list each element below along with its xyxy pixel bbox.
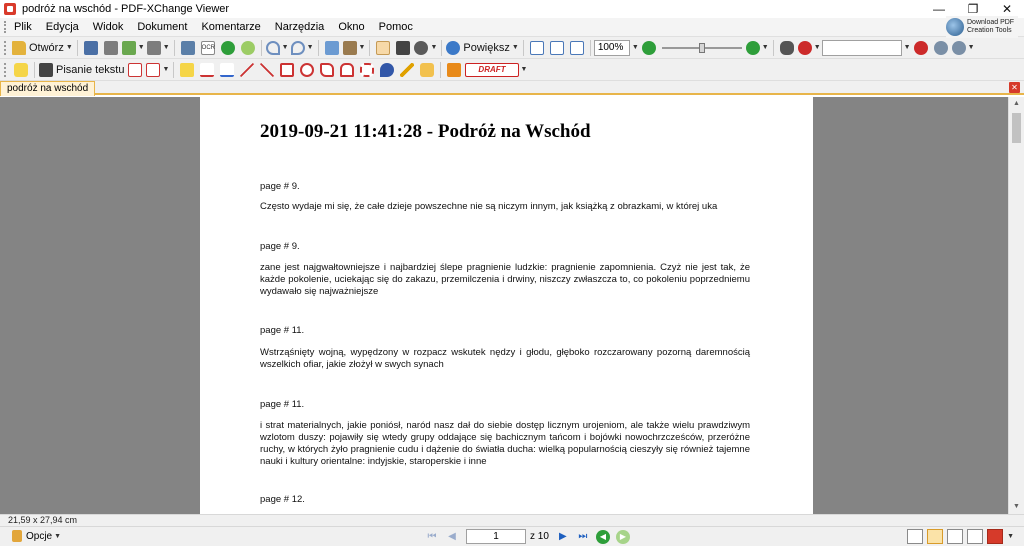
chevron-down-icon: ▼ [967, 44, 975, 51]
status-bar [0, 514, 1024, 526]
undo-button[interactable] [266, 39, 289, 57]
email-button[interactable] [147, 39, 170, 57]
cloud-icon [360, 63, 374, 77]
search-input[interactable] [822, 40, 902, 56]
textbox-button[interactable] [126, 61, 144, 79]
chevron-down-icon: ▼ [162, 66, 170, 73]
main-toolbar [0, 37, 1024, 59]
paragraph: page # 9. [260, 181, 300, 192]
fit-page-button[interactable] [548, 39, 566, 57]
chevron-down-icon: ▼ [162, 44, 170, 51]
zoom-slider-thumb[interactable] [699, 43, 705, 53]
chevron-down-icon: ▼ [65, 44, 73, 51]
export-icon [122, 41, 136, 55]
scan-icon [181, 41, 195, 55]
close-tab-button[interactable]: ✕ [1009, 82, 1020, 93]
save-button[interactable] [82, 39, 100, 57]
highlight-icon [180, 63, 194, 77]
download-creation-tools-button[interactable] [946, 16, 1018, 38]
zoom-in-icon [746, 41, 760, 55]
arrow-icon [240, 63, 254, 77]
paragraph: page # 9. [260, 241, 300, 252]
pin-icon [380, 63, 394, 77]
toolbar-grip[interactable] [4, 63, 8, 77]
page-navigation [422, 529, 633, 544]
hand-icon [376, 41, 390, 55]
menu-edit[interactable]: Edycja [45, 20, 79, 33]
chevron-down-icon: ▼ [520, 66, 528, 73]
typewriter-icon [39, 63, 53, 77]
polyline-button[interactable] [318, 61, 336, 79]
vertical-scrollbar[interactable] [1008, 97, 1024, 514]
previous-page-icon[interactable]: ◀ [448, 531, 456, 542]
print-icon [104, 41, 118, 55]
chevron-down-icon: ▼ [137, 44, 145, 51]
sticky-note-icon [14, 63, 28, 77]
promo-line-1: Download PDF [967, 19, 1015, 26]
facing-view-icon[interactable] [947, 529, 963, 544]
menu-help[interactable]: Pomoc [378, 20, 413, 33]
document-title: 2019-09-21 11:41:28 - Podróż na Wschód [260, 121, 591, 142]
folder-open-icon [12, 41, 26, 55]
rectangle-icon [280, 63, 294, 77]
paste-button[interactable] [343, 39, 366, 57]
print-button[interactable] [102, 39, 120, 57]
paragraph: page # 11. [260, 399, 305, 410]
paragraph: page # 12. [260, 494, 305, 505]
search-web-button[interactable] [798, 39, 821, 57]
arrow-left-icon [221, 41, 235, 55]
chevron-down-icon: ▼ [761, 44, 769, 51]
ellipse-button[interactable] [298, 61, 316, 79]
polygon-button[interactable] [338, 61, 356, 79]
zoom-dropdown-icon[interactable]: ▼ [631, 44, 639, 51]
ocr-icon: OCR [201, 41, 215, 55]
first-page-icon[interactable]: ⏮ [427, 531, 437, 542]
open-button[interactable] [12, 39, 73, 57]
pdf-icon[interactable] [987, 529, 1003, 544]
paste-icon [343, 41, 357, 55]
fit-width-button[interactable] [568, 39, 586, 57]
polyline-icon [320, 63, 334, 77]
zoom-out-button[interactable] [640, 39, 658, 57]
zoom-tool-button[interactable] [446, 39, 518, 57]
menu-comments[interactable]: Komentarze [201, 20, 261, 33]
next-page-icon[interactable]: ▶ [559, 531, 567, 542]
snapshot-button[interactable] [394, 39, 412, 57]
chevron-down-icon: ▼ [430, 44, 438, 51]
actual-size-icon [530, 41, 544, 55]
search-dropdown-icon[interactable]: ▼ [903, 44, 911, 51]
toolbar-grip[interactable] [4, 41, 8, 55]
scan-button[interactable] [179, 39, 197, 57]
app-icon [4, 3, 16, 15]
restore-button[interactable]: ❐ [967, 2, 979, 16]
window-title: podróż na wschód - PDF-XChange Viewer [22, 3, 230, 15]
view-mode-buttons [905, 529, 1014, 544]
search-icon [914, 41, 928, 55]
chevron-down-icon: ▼ [813, 44, 821, 51]
chevron-down-icon: ▼ [281, 44, 289, 51]
chevron-down-icon: ▼ [358, 44, 366, 51]
eraser-icon [420, 63, 434, 77]
menu-file[interactable]: Plik [14, 20, 32, 33]
find-button[interactable] [778, 39, 796, 57]
export-button[interactable] [122, 39, 145, 57]
document-tab[interactable]: podróż na wschód [0, 81, 95, 96]
comment-toolbar [0, 59, 1024, 81]
continuous-view-icon[interactable] [927, 529, 943, 544]
arrow-button[interactable] [238, 61, 256, 79]
callout-icon [146, 63, 160, 77]
go-back-icon[interactable]: ◀ [596, 530, 610, 544]
undo-icon [266, 41, 280, 55]
settings-button[interactable] [932, 39, 950, 57]
eraser-button[interactable] [418, 61, 436, 79]
paragraph: page # 11. [260, 325, 305, 336]
underline-button[interactable] [218, 61, 236, 79]
save-icon [84, 41, 98, 55]
open-label: Otwórz [29, 41, 64, 54]
camera-icon [396, 41, 410, 55]
single-page-view-icon[interactable] [907, 529, 923, 544]
cloud-button[interactable] [358, 61, 376, 79]
copy-button[interactable] [323, 39, 341, 57]
zoom-in-button[interactable] [746, 39, 769, 57]
highlight-button[interactable] [178, 61, 196, 79]
tools-button[interactable] [952, 39, 975, 57]
draft-stamp-button[interactable] [465, 61, 527, 79]
typewriter-label: Pisanie tekstu [56, 63, 125, 76]
promo-line-2: Creation Tools [967, 27, 1012, 34]
pencil-icon [400, 63, 414, 77]
textbox-icon [128, 63, 142, 77]
redo-icon [291, 41, 305, 55]
back-button[interactable] [219, 39, 237, 57]
copy-icon [325, 41, 339, 55]
zoom-level-input[interactable]: 100% [594, 40, 630, 56]
document-viewer[interactable] [0, 97, 1008, 514]
typewriter-button[interactable] [39, 61, 124, 79]
select-icon [414, 41, 428, 55]
menu-document[interactable]: Dokument [137, 20, 188, 33]
stamp-icon [447, 63, 461, 77]
paragraph: zane jest najgwałtowniejsze i najbardziej ślepe pragnienie ludzkie: pragnienie zapomnienia. Czyż nie jest tak, że każde pokolenie, uciekając się do zakazu, przemilczenia i drwiny, niszczy zwłaszcza to, co pokoleniu poprzedniemu wydawało się najważniejsze [260, 262, 750, 297]
redo-button[interactable] [291, 39, 314, 57]
fit-page-icon [550, 41, 564, 55]
minimize-button[interactable]: — [933, 2, 945, 16]
search-button[interactable] [912, 39, 930, 57]
continuous-facing-view-icon[interactable] [967, 529, 983, 544]
arrow-right-icon [241, 41, 255, 55]
select-tool-button[interactable] [414, 39, 437, 57]
go-forward-icon[interactable]: ▶ [616, 530, 630, 544]
menu-window[interactable]: Okno [338, 20, 365, 33]
last-page-icon[interactable]: ⏭ [578, 531, 588, 542]
forward-button[interactable] [239, 39, 257, 57]
email-icon [147, 41, 161, 55]
navigation-bar [0, 526, 1024, 546]
menu-tools[interactable]: Narzędzia [274, 20, 325, 33]
scrollbar-thumb[interactable] [1012, 113, 1021, 143]
scroll-up-icon[interactable]: ▲ [1013, 100, 1020, 107]
hand-tool-button[interactable] [374, 39, 392, 57]
binoculars-icon [780, 41, 794, 55]
actual-size-button[interactable] [528, 39, 546, 57]
pencil-button[interactable] [398, 61, 416, 79]
chevron-down-icon: ▼ [511, 44, 519, 51]
paragraph: Często wydaje mi się, że całe dzieje powszechne nie są niczym innym, jak książką z obrazkami, w której uka [260, 201, 718, 212]
ocr-button[interactable] [199, 39, 217, 57]
page-size-readout: 21,59 x 27,94 cm [8, 515, 78, 525]
options-label: Opcje [26, 530, 53, 542]
magnifier-icon [446, 41, 460, 55]
paragraph: Wstrząśnięty wojną, wypędzony w rozpacz wskutek nędzy i głodu, głęboko rozczarowany pozorną daremnością wszelkich ofiar, jakie złożył w swych synach [260, 347, 750, 370]
scroll-down-icon[interactable]: ▼ [1013, 503, 1020, 510]
rectangle-button[interactable] [278, 61, 296, 79]
title-bar [0, 0, 1024, 18]
tools-icon [952, 41, 966, 55]
strikeout-icon [200, 63, 214, 77]
close-button[interactable]: ✕ [1001, 2, 1013, 16]
chevron-down-icon: ▼ [54, 532, 62, 540]
stamp-button[interactable] [445, 61, 463, 79]
search-web-icon [798, 41, 812, 55]
chevron-down-icon: ▼ [306, 44, 314, 51]
line-icon [260, 63, 274, 77]
ellipse-icon [300, 63, 314, 77]
document-tab-bar [0, 81, 1024, 95]
pin-button[interactable] [378, 61, 396, 79]
zoom-slider[interactable] [662, 40, 742, 56]
options-icon [12, 530, 22, 542]
total-pages: z 10 [530, 531, 549, 542]
zoom-label: Powiększ [463, 41, 510, 54]
paragraph: i strat materialnych, jakie poniósł, naród nasz dał do siebie dostęp licznym urojeniom, ale także wielu prawdziwym wzlotom duszy: pojawiły się wtedy grupy oddające się bachicznym tańcom i bojówki nowochrzcześców, przeróżne ruchy, w których żyło pragnienie cudu i dążenie do światła ducha: wielką popularnością cieszyły się również tajemne nauki i kultury orientalne: indyjskie, staroperskie i inne [260, 420, 750, 467]
chevron-down-icon[interactable]: ▼ [1007, 533, 1014, 540]
menu-bar [0, 18, 1024, 37]
underline-icon [220, 63, 234, 77]
callout-button[interactable] [146, 61, 169, 79]
sticky-note-button[interactable] [12, 61, 30, 79]
pdf-page [200, 97, 813, 514]
strikeout-button[interactable] [198, 61, 216, 79]
download-globe-icon [946, 18, 964, 36]
polygon-icon [340, 63, 354, 77]
zoom-out-icon [642, 41, 656, 55]
draft-stamp-preview: DRAFT [465, 63, 518, 77]
current-page-input[interactable]: 1 [466, 529, 526, 544]
fit-width-icon [570, 41, 584, 55]
line-button[interactable] [258, 61, 276, 79]
gear-icon [934, 41, 948, 55]
options-button[interactable] [12, 530, 61, 542]
menu-view[interactable]: Widok [92, 20, 124, 33]
